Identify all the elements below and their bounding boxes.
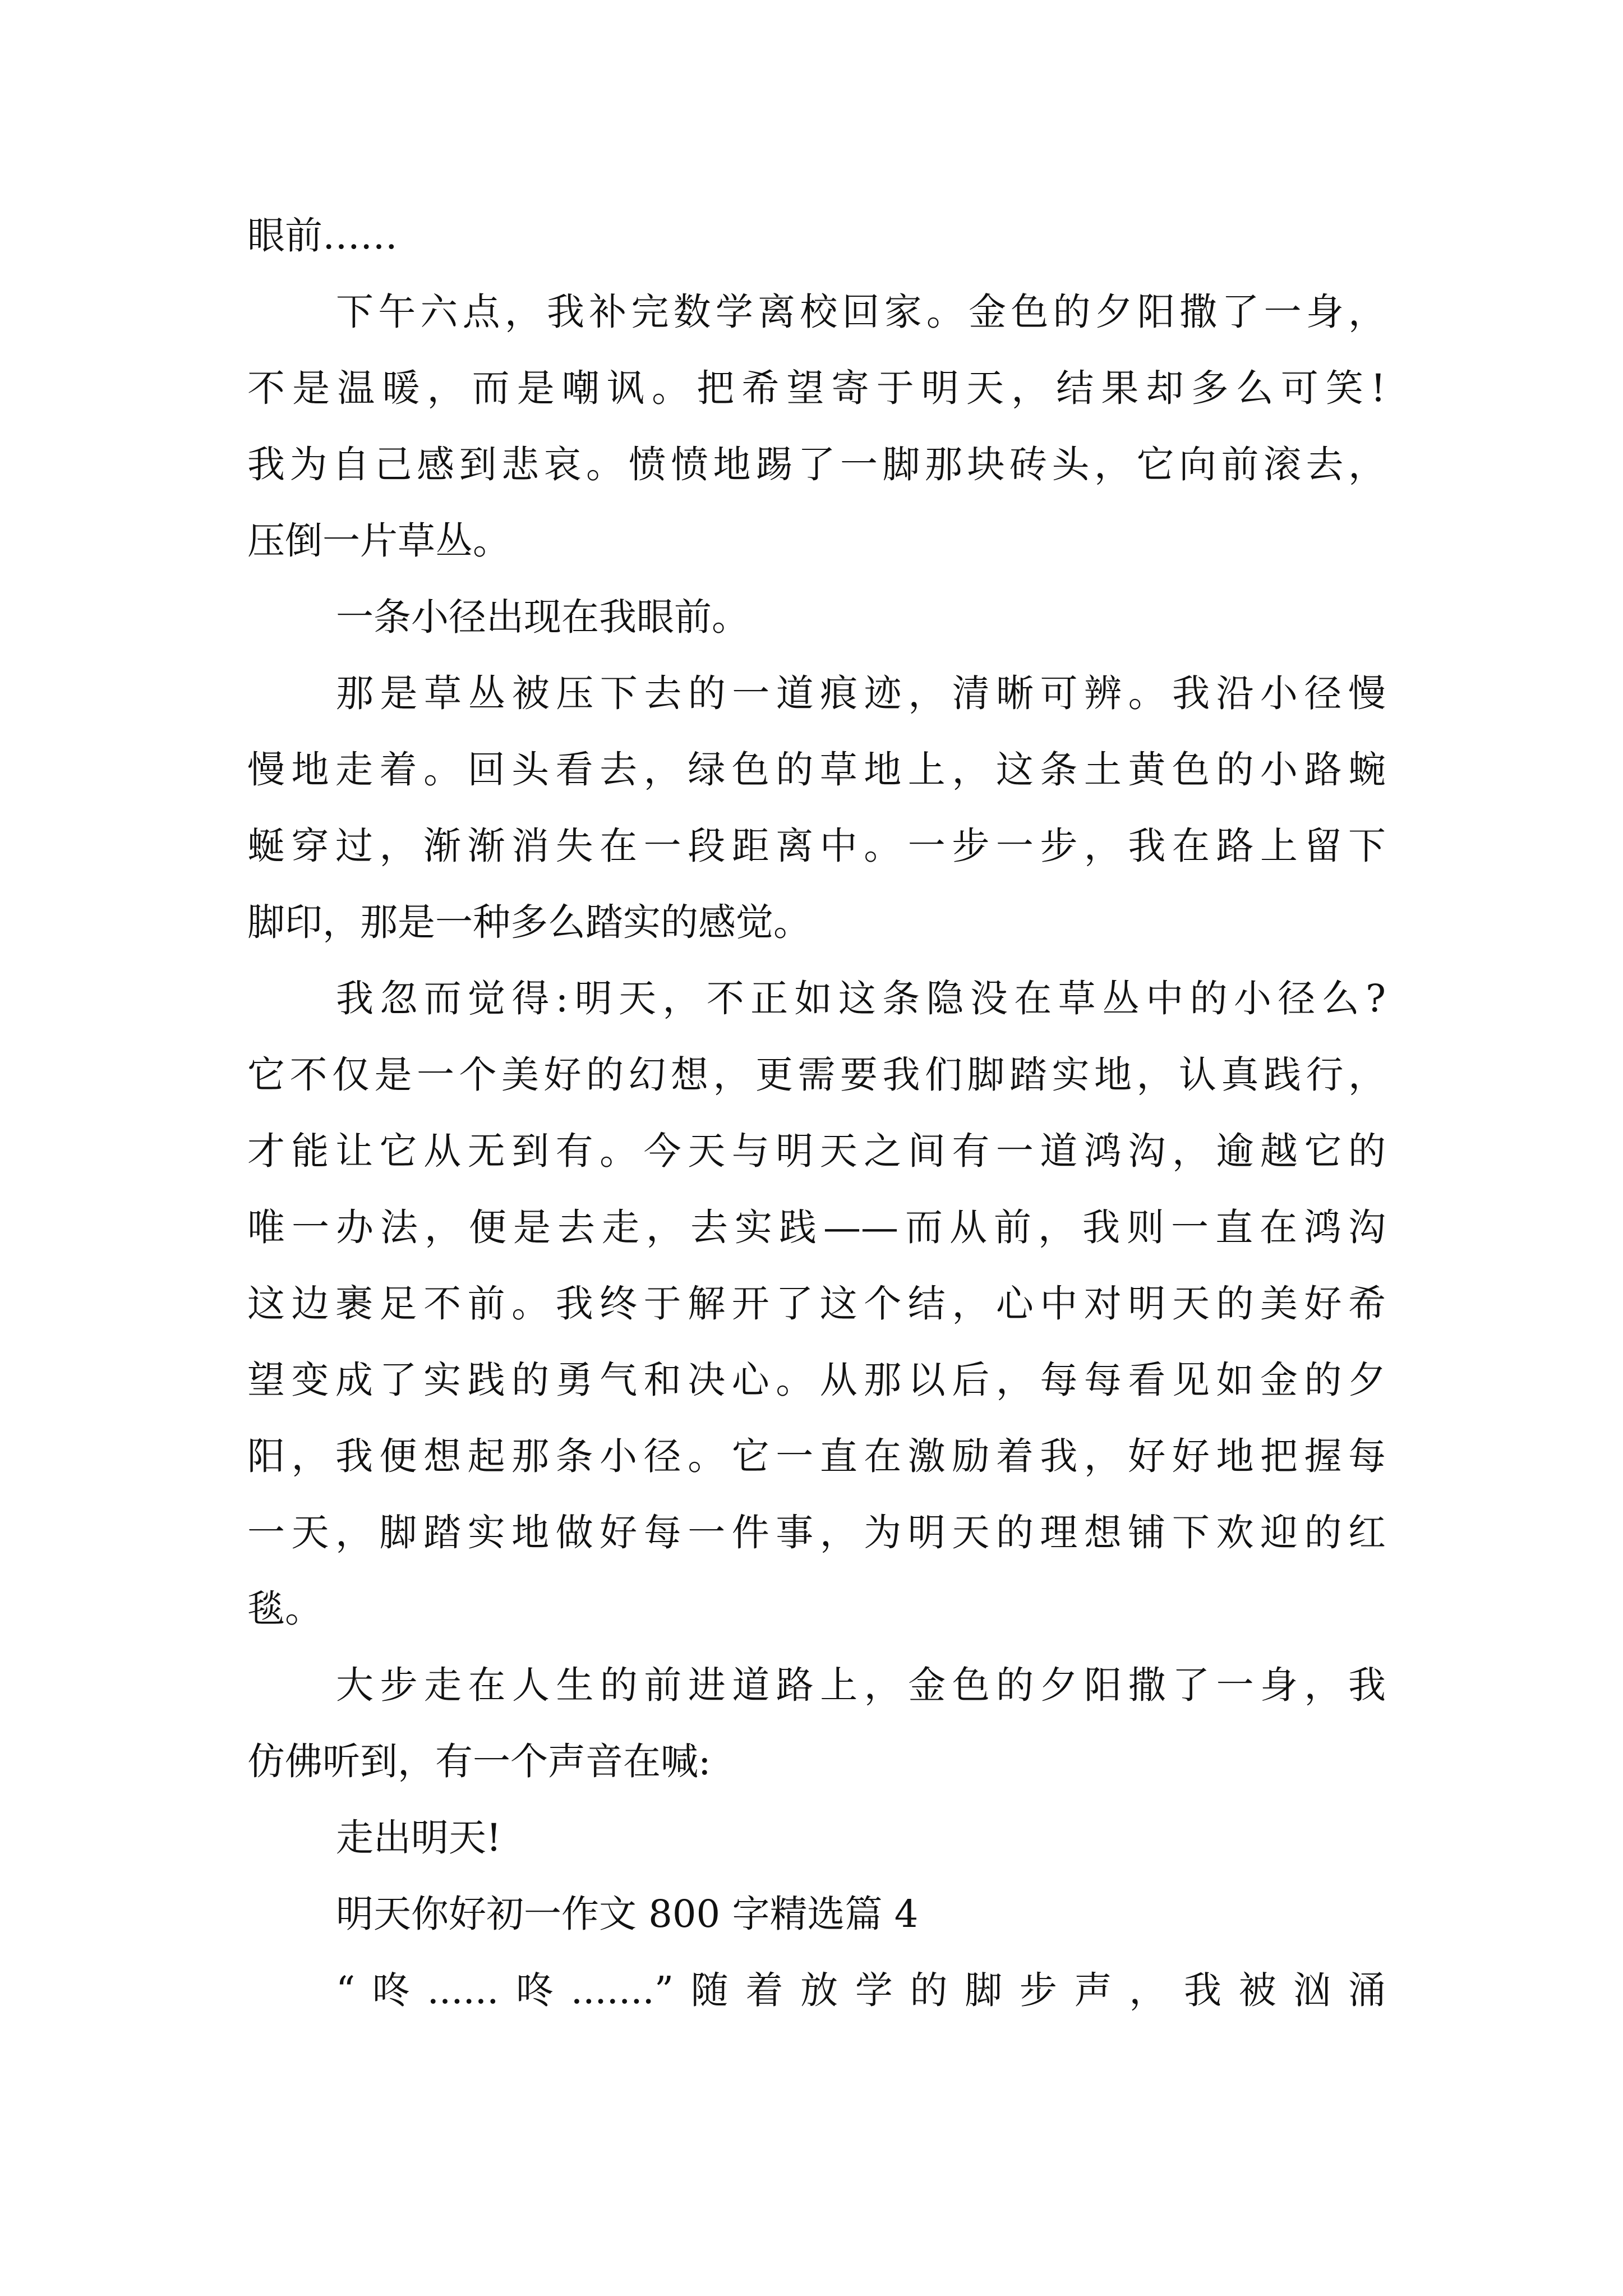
text-line: 才能让它从无到有。今天与明天之间有一道鸿沟，逾越它的 bbox=[247, 1129, 1386, 1173]
text-line: 下午六点，我补完数学离校回家。金色的夕阳撒了一身， bbox=[336, 290, 1386, 334]
text-line: 毯。 bbox=[247, 1587, 322, 1631]
text-line: 那是草丛被压下去的一道痕迹，清晰可辨。我沿小径慢 bbox=[336, 671, 1386, 715]
text-line: 压倒一片草丛。 bbox=[247, 519, 510, 563]
text-line: 我为自己感到悲哀。愤愤地踢了一脚那块砖头，它向前滚去， bbox=[247, 443, 1386, 486]
text-line: 眼前…… bbox=[247, 214, 398, 257]
document-body bbox=[247, 197, 1386, 2028]
text-line: “咚......咚.......”随着放学的脚步声，我被汹涌 bbox=[336, 1968, 1386, 2012]
text-line: 仿佛听到，有一个声音在喊: bbox=[247, 1740, 711, 1783]
text-line: 阳，我便想起那条小径。它一直在激励着我，好好地把握每 bbox=[247, 1434, 1386, 1478]
text-line: 走出明天! bbox=[336, 1816, 501, 1860]
text-line: 我忽而觉得:明天，不正如这条隐没在草丛中的小径么? bbox=[336, 977, 1386, 1020]
text-line: 它不仅是一个美好的幻想，更需要我们脚踏实地，认真践行， bbox=[247, 1053, 1386, 1097]
text-line: 一天，脚踏实地做好每一件事，为明天的理想铺下欢迎的红 bbox=[247, 1511, 1386, 1554]
text-line: 这边裹足不前。我终于解开了这个结，心中对明天的美好希 bbox=[247, 1282, 1386, 1326]
text-line: 慢地走着。回头看去，绿色的草地上，这条土黄色的小路蜿 bbox=[247, 748, 1386, 792]
text-line: 唯一办法，便是去走，去实践——而从前，我则一直在鸿沟 bbox=[247, 1205, 1386, 1249]
text-line: 明天你好初一作文 800 字精选篇 4 bbox=[336, 1892, 919, 1936]
text-line: 蜒穿过，渐渐消失在一段距离中。一步一步，我在路上留下 bbox=[247, 824, 1386, 868]
text-line: 脚印，那是一种多么踏实的感觉。 bbox=[247, 900, 811, 944]
text-line: 望变成了实践的勇气和决心。从那以后，每每看见如金的夕 bbox=[247, 1358, 1386, 1402]
text-line: 大步走在人生的前进道路上，金色的夕阳撒了一身，我 bbox=[336, 1663, 1386, 1707]
text-line: 一条小径出现在我眼前。 bbox=[336, 595, 749, 639]
text-line: 不是温暖，而是嘲讽。把希望寄于明天，结果却多么可笑! bbox=[247, 366, 1386, 410]
